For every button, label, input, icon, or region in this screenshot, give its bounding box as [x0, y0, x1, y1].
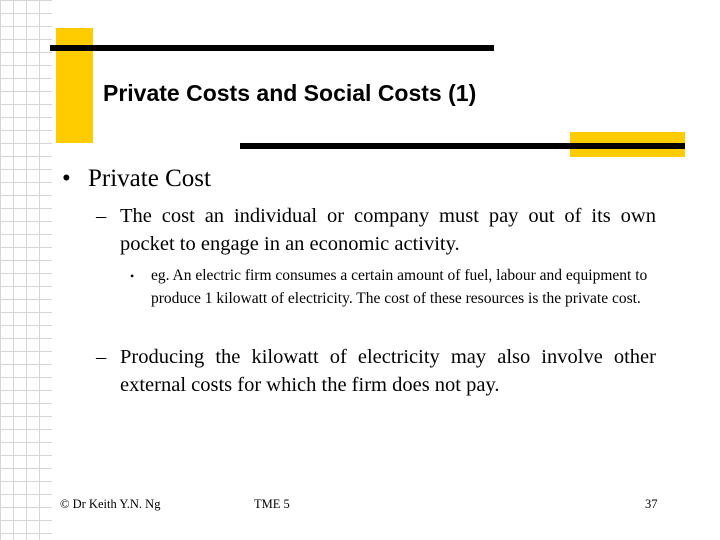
sub-bullet-external-costs [96, 343, 656, 399]
bullet-private-cost [62, 165, 211, 193]
bullet-private-cost-text: Private Cost [88, 165, 211, 192]
sub-bullet-definition [96, 202, 656, 258]
sub-sub-bullet-example [130, 265, 657, 310]
grid-pattern [0, 0, 52, 540]
dash-icon: – [96, 346, 107, 368]
top-rule [50, 45, 494, 51]
dash-icon: – [96, 205, 107, 227]
sub-bullet-definition-text: The cost an individual or company must pay out of its own pocket to engage in an economic activity. [120, 205, 656, 255]
bottom-rule [240, 143, 685, 149]
sub-bullet-external-costs-text: Producing the kilowatt of electricity may also involve other external costs for which the firm does not pay. [120, 346, 656, 396]
small-bullet-icon: • [130, 269, 135, 283]
footer-page-number: 37 [645, 497, 658, 511]
sub-sub-bullet-example-text: eg. An electric firm consumes a certain amount of fuel, labour and equipment to produce 1 kilowatt of electricity. The cost of these resources is the private cost. [151, 267, 648, 307]
bullet-dot-icon: • [62, 165, 71, 192]
slide-title: Private Costs and Social Costs (1) [103, 80, 477, 106]
footer-author: © Dr Keith Y.N. Ng [60, 497, 161, 511]
footer-course: TME 5 [254, 497, 290, 511]
